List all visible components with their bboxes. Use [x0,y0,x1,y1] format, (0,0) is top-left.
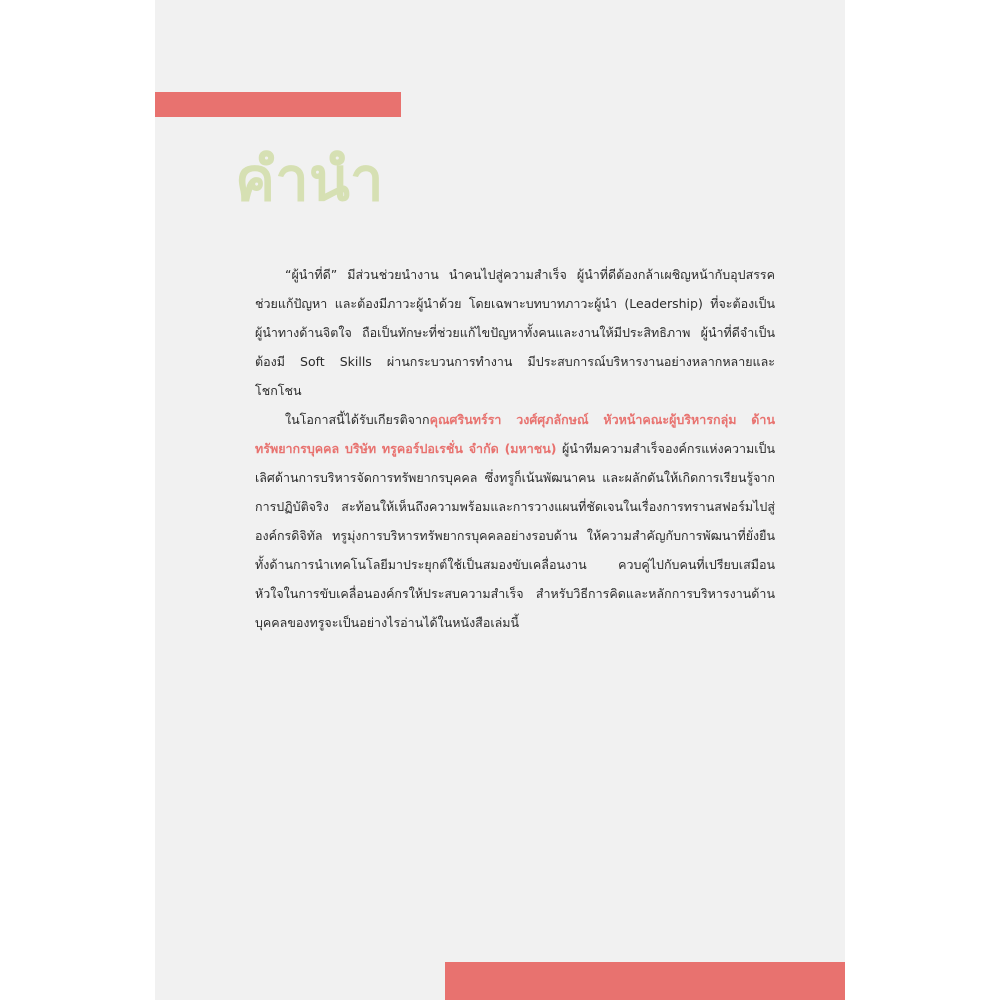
page-title: คำนำ [235,145,384,215]
book-page [155,0,845,1000]
paragraph-2-intro: ในโอกาสนี้ได้รับเกียรติจาก [285,412,430,427]
paragraph-2 [255,405,775,637]
paragraph-2-highlight: คุณศรินทร์รา วงศ์ศุภลักษณ์ หัวหน้าคณะผู้บริหารกลุ่ม ด้านทรัพยากรบุคคล บริษัท ทรูคอร์ปอเรชั่น จำกัด (มหาชน) [255,412,775,456]
preface-body [255,260,775,637]
paragraph-2-rest: ผู้นำทีมความสำเร็จองค์กรแห่งความเป็นเลิศด้านการบริหารจัดการทรัพยากรบุคคล ซึ่งทรูก็เน้นพัฒนาคน และผลักดันให้เกิดการเรียนรู้จากการปฏิบัติจริง สะท้อนให้เห็นถึงความพร้อมและการวางแผนที่ชัดเจนในเรื่องการทรานสฟอร์มไปสู่องค์กรดิจิทัล ทรูมุ่งการบริหารทรัพยากรบุคคลอย่างรอบด้าน ให้ความสำคัญกับการพัฒนาที่ยั่งยืน ทั้งด้านการนำเทคโนโลยีมาประยุกต์ใช้เป็นสมองขับเคลื่อนงาน ควบคู่ไปกับคนที่เปรียบเสมือนหัวใจในการขับเคลื่อนองค์กรให้ประสบความสำเร็จ สำหรับวิธีการคิดและหลักการบริหารงานด้านบุคคลของทรูจะเป็นอย่างไรอ่านได้ในหนังสือเล่มนี้ [255,441,775,630]
paragraph-1: “ผู้นำที่ดี” มีส่วนช่วยนำงาน นำคนไปสู่ความสำเร็จ ผู้นำที่ดีต้องกล้าเผชิญหน้ากับอุปสรรค ช่วยแก้ปัญหา และต้องมีภาวะผู้นำด้วย โดยเฉพาะบทบาทภาวะผู้นำ (Leadership) ที่จะต้องเป็นผู้นำทางด้านจิตใจ ถือเป็นทักษะที่ช่วยแก้ไขปัญหาทั้งคนและงานให้มีประสิทธิภาพ ผู้นำที่ดีจำเป็นต้องมี Soft Skills ผ่านกระบวนการทำงาน มีประสบการณ์บริหารงานอย่างหลากหลายและโชกโชน [255,267,775,398]
decorative-bar-top [155,92,401,117]
decorative-bar-bottom [445,962,845,1000]
